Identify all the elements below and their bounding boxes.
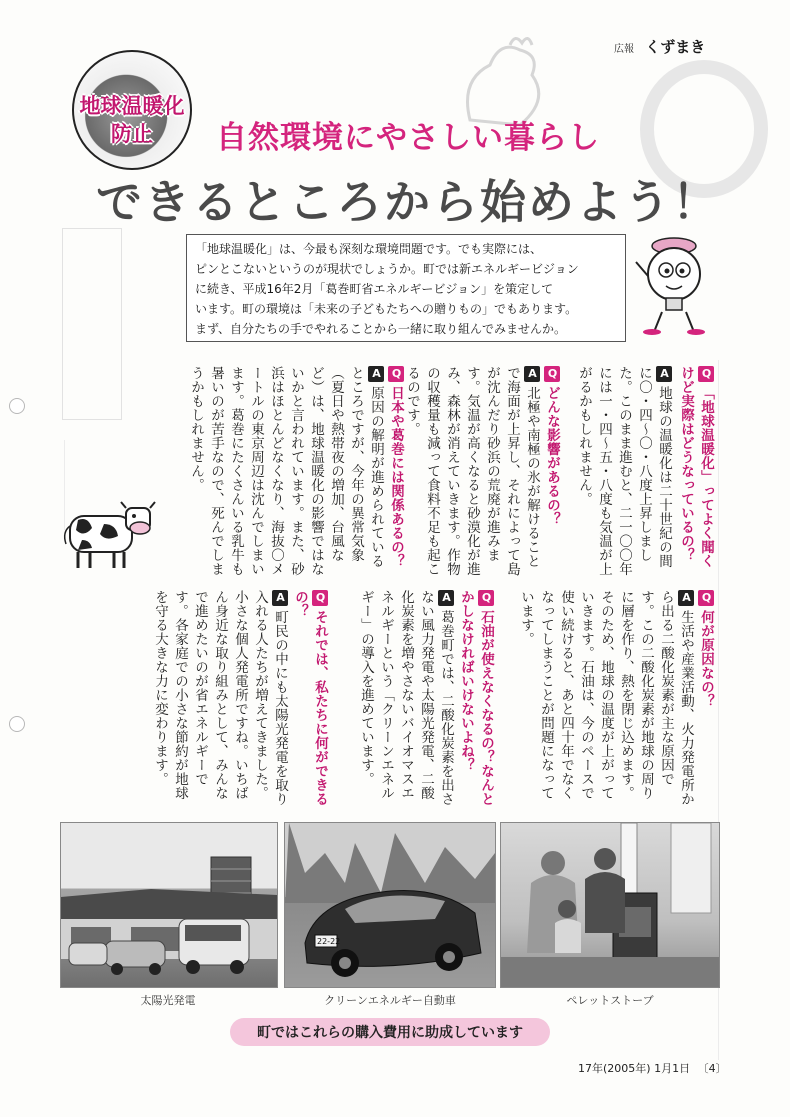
- question-badge: Q: [480, 591, 493, 605]
- qa-top-1: [572, 366, 716, 576]
- question-text: 「地球温暖化」ってよく聞くけど実際はどうなっているの？: [678, 366, 714, 568]
- footer-date: 17年(2005年) 1月1日: [578, 1062, 691, 1075]
- masthead-small-label: 広報: [614, 44, 634, 55]
- answer-badge: A: [680, 591, 693, 605]
- caption-car: クリーンエネルギー自動車: [324, 994, 456, 1007]
- answer-badge: A: [658, 367, 671, 381]
- answer-badge: A: [370, 367, 383, 381]
- badge-line-1: 地球温暖化: [79, 94, 185, 118]
- answer-badge: A: [274, 591, 287, 605]
- question-text: 何が原因なの？: [698, 610, 714, 708]
- answer-badge: A: [526, 367, 539, 381]
- masthead-name: くずまき: [645, 38, 706, 56]
- caption-solar: 太陽光発電: [140, 994, 196, 1007]
- photo-solar-house: [60, 822, 278, 988]
- subtitle: 自然環境にやさしい暮らし: [216, 120, 600, 156]
- masthead: [614, 36, 705, 57]
- pellet-stove-drawing: [501, 823, 719, 987]
- question-badge: Q: [390, 367, 403, 381]
- question-text: 日本や葛巻には関係あるの？: [388, 386, 404, 568]
- question-badge: Q: [546, 367, 559, 381]
- global-warming-badge: [72, 50, 192, 170]
- qa-bottom-2: [356, 590, 496, 810]
- answer-text: 地球の温暖化は二十世紀の間に〇・四〜〇・八度上昇しました。このまま進むと、二一〇〇年には一・四〜五・八度も気温が上がるかもしれません。: [576, 366, 672, 576]
- lightbulb-mascot-icon: [628, 232, 718, 336]
- intro-line: います。町の環境は「未来の子どもたちへの贈りもの」でもあります。: [195, 302, 578, 316]
- show-through-panel: [62, 228, 122, 420]
- caption-stove: ペレットストーブ: [566, 994, 654, 1007]
- solar-house-drawing: [61, 823, 277, 987]
- subsidy-banner: [230, 1018, 550, 1046]
- question-text: それでは、私たちに何ができるの？: [292, 590, 328, 806]
- answer-text: 生活や産業活動、火力発電所から出る二酸化炭素が主な原因です。この二酸化炭素が地球の周りに層を作り、熱を閉じ込めます。そのため、地球の温度が上がっていきます。石油は、今のペースで使い続けると、あと四十年でなくなってしまうことが問題になっています。: [518, 590, 694, 806]
- intro-line: ピンとこないというのが現状でしょうか。町では新エネルギービジョン: [195, 262, 579, 276]
- answer-badge: A: [440, 591, 453, 605]
- license-plate-text: 22-22: [317, 937, 341, 946]
- answer-text: 町民の中にも太陽光発電を取り入れる人たちが増えてきました。小さな個人発電所ですね。いちばん身近な取り組みとして、みんなで進めたいのが省エネルギーです。各家庭での小さな節約が地球を守る大きな力に変わります。: [152, 590, 288, 806]
- intro-box: [186, 234, 626, 342]
- footer: [578, 1060, 727, 1076]
- qa-bottom-1: [516, 590, 716, 810]
- question-badge: Q: [700, 367, 713, 381]
- intro-line: まず、自分たちの手でやれることから一緒に取り組んでみませんか。: [195, 322, 567, 336]
- page-number-bracket: 〔4〕: [697, 1062, 727, 1075]
- question-text: どんな影響があるの？: [544, 386, 560, 526]
- intro-line: 「地球温暖化」は、今最も深刻な環境問題です。でも実際には、: [195, 242, 543, 256]
- question-badge: Q: [700, 591, 713, 605]
- qa-bottom-3: [150, 590, 330, 810]
- page-title: できるところから始めよう！: [96, 175, 720, 229]
- show-through-right-column: [718, 360, 759, 1060]
- answer-text: 葛巻町では、二酸化炭素を出さない風力発電や太陽光発電、二酸化炭素を増やさないバイオマスエネルギーという「クリーンエネルギー」の導入を進めています。: [358, 590, 454, 806]
- question-badge: Q: [314, 591, 327, 605]
- qa-top-3: [186, 366, 406, 576]
- photo-pellet-stove: [500, 822, 720, 988]
- cow-illustration: [60, 496, 160, 576]
- badge-line-2: 防止: [111, 122, 153, 146]
- binder-hole-top: [9, 398, 25, 414]
- intro-line: に続き、平成16年2月「葛巻町省エネルギービジョン」を策定して: [195, 282, 554, 296]
- photo-clean-car: [284, 822, 496, 988]
- binder-hole-bottom: [9, 716, 25, 732]
- question-text: 石油が使えなくなるの？なんとかしなければいけないよね？: [458, 590, 494, 806]
- answer-text: 原因の解明が進められているところですが、今年の異常気象（夏日や熱帯夜の増加、台風など）は、地球温暖化の影響ではないかと言われています。また、砂浜はほとんどなくなり、海抜〇メートルの東京周辺は沈んでしまいます。葛巻にたくさんいる乳牛も暑いのが苦手なので、死んでしまうかもしれません。: [188, 366, 384, 576]
- page-number: 4: [708, 1062, 716, 1075]
- qa-top-2: [402, 366, 562, 576]
- car-drawing: [285, 823, 495, 987]
- answer-text: 北極や南極の氷が解けることで海面が上昇し、それによって島が沈んだり砂浜の荒廃が進みます。気温が高くなると砂漠化が進み、森林が消えていきます。作物の収穫量も減って食料不足も起こるのです。: [404, 366, 540, 576]
- subsidy-banner-text: 町ではこれらの購入費用に助成しています: [257, 1025, 523, 1041]
